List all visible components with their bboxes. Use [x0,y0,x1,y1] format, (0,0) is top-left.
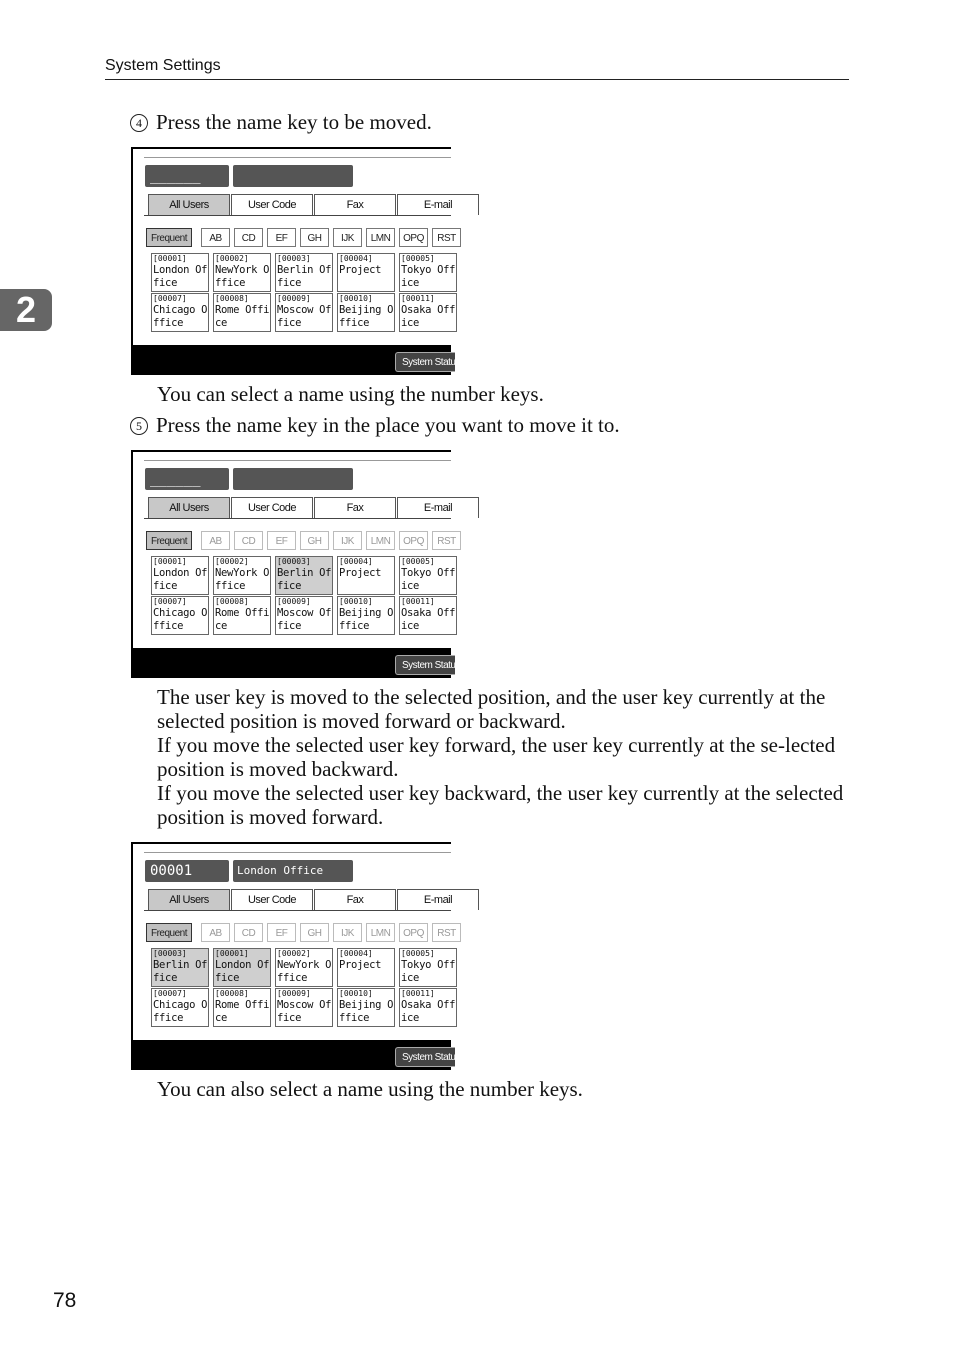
user-name-key[interactable] [275,596,333,635]
index-key-ef[interactable]: EF [267,531,296,550]
user-key-name: Beijing Office [339,999,394,1024]
running-head: System Settings [105,57,221,74]
user-key-number: [00004] [339,557,373,566]
user-name-key[interactable] [151,556,209,595]
user-name-key[interactable] [151,948,209,987]
user-key-name: Moscow Office [277,607,332,632]
user-name-key[interactable] [213,293,271,332]
index-key-ab[interactable]: AB [201,923,230,942]
divider [144,157,451,158]
step-number: 4 [130,114,148,132]
step-number: 5 [130,417,148,435]
user-key-name: Chicago Office [153,607,208,632]
tab-all-users[interactable]: All Users [148,497,230,518]
user-name-field: London Office [233,860,353,882]
chapter-tab: 2 [0,289,52,331]
user-name-key[interactable] [213,556,271,595]
user-name-key[interactable] [275,253,333,292]
user-key-number: [00005] [401,254,435,263]
screen-content [133,452,456,648]
divider [144,518,451,519]
user-key-name: London Office [153,264,208,289]
note-line: The user key is moved to the selected position, and the user key currently at the selected position is moved forward or backward. [157,685,826,733]
user-key-number: [00005] [401,949,435,958]
index-row [146,923,456,943]
note-line: If you move the selected user key forward, the user key currently at the se-lected position is moved backward. [157,733,836,781]
user-key-name: NewYork Office [215,264,270,289]
index-key-gh[interactable]: GH [300,923,329,942]
user-name-key[interactable] [399,988,457,1027]
user-name-key[interactable] [275,556,333,595]
user-name-field [233,165,353,187]
user-name-key[interactable] [151,293,209,332]
user-key-number: [00008] [215,294,249,303]
user-name-key[interactable] [399,948,457,987]
screen-2 [131,450,460,678]
user-key-number: [00010] [339,597,373,606]
tab-user-code[interactable]: User Code [231,194,313,215]
index-key-opq[interactable]: OPQ [399,228,428,247]
user-key-name: Moscow Office [277,304,332,329]
user-key-name: NewYork Office [215,567,270,592]
index-key-gh[interactable]: GH [300,531,329,550]
user-key-name: Osaka Office [401,304,456,329]
index-key-ijk[interactable]: IJK [333,228,362,247]
user-key-number: [00002] [215,557,249,566]
step-5 [130,413,620,438]
index-key-frequent[interactable]: Frequent [146,531,192,550]
user-key-name: Osaka Office [401,607,456,632]
index-key-lmn[interactable]: LMN [366,228,395,247]
user-key-name: Berlin Office [153,959,208,984]
tab-fax[interactable]: Fax [314,889,396,910]
user-key-name: Project [339,567,382,579]
user-key-name: Project [339,264,382,276]
note-number-keys: You can select a name using the number keys. [157,382,544,406]
user-key-name: Beijing Office [339,304,394,329]
tab-all-users[interactable]: All Users [148,889,230,910]
user-name-field [233,468,353,490]
user-key-number: [00010] [339,989,373,998]
tab-e-mail[interactable]: E-mail [397,889,479,910]
user-key-name: Tokyo Office [401,959,456,984]
user-key-name: Chicago Office [153,304,208,329]
index-key-cd[interactable]: CD [234,923,263,942]
user-key-name: NewYork Office [277,959,332,984]
index-key-opq[interactable]: OPQ [399,531,428,550]
user-key-number: [00008] [215,597,249,606]
user-key-number: [00009] [277,597,311,606]
user-key-name: Chicago Office [153,999,208,1024]
user-key-number: [00007] [153,294,187,303]
user-key-number: [00001] [153,254,187,263]
user-name-key[interactable] [399,596,457,635]
index-key-gh[interactable]: GH [300,228,329,247]
user-name-key[interactable] [275,988,333,1027]
user-name-key[interactable] [151,253,209,292]
tab-user-code[interactable]: User Code [231,889,313,910]
tab-fax[interactable]: Fax [314,194,396,215]
index-key-rst[interactable]: RST [432,531,461,550]
user-key-number: [00004] [339,949,373,958]
tab-e-mail[interactable]: E-mail [397,497,479,518]
index-key-opq[interactable]: OPQ [399,923,428,942]
index-key-ijk[interactable]: IJK [333,923,362,942]
tab-all-users[interactable]: All Users [148,194,230,215]
user-name-key[interactable] [337,596,395,635]
index-row [146,531,456,551]
user-key-number: [00003] [277,254,311,263]
index-key-frequent[interactable]: Frequent [146,228,192,247]
note-line: If you move the selected user key backward, the user key currently at the selected position is moved forward. [157,781,844,829]
tab-e-mail[interactable]: E-mail [397,194,479,215]
index-row [146,228,456,248]
system-status-button[interactable]: System Status [395,352,455,372]
user-name-key[interactable] [213,988,271,1027]
user-key-name: Rome Office [215,607,270,632]
index-key-ef[interactable]: EF [267,923,296,942]
index-key-rst[interactable]: RST [432,923,461,942]
user-number-field: 00001 [145,860,229,882]
user-key-number: [00011] [401,597,435,606]
user-key-name: Berlin Office [277,264,332,289]
user-name-key[interactable] [337,253,395,292]
index-key-frequent[interactable]: Frequent [146,923,192,942]
user-key-number: [00009] [277,989,311,998]
user-key-number: [00011] [401,989,435,998]
note-move-result [157,685,849,829]
screen-content [133,844,456,1040]
index-key-lmn[interactable]: LMN [366,531,395,550]
step-text: Press the name key to be moved. [156,110,432,134]
user-key-name: London Office [215,959,270,984]
user-key-number: [00003] [277,557,311,566]
page-number: 78 [53,1289,77,1312]
user-key-number: [00003] [153,949,187,958]
divider [144,215,451,216]
user-number-field: ______ [145,165,229,187]
user-key-name: Project [339,959,382,971]
user-key-name: Berlin Office [277,567,332,592]
tab-user-code[interactable]: User Code [231,497,313,518]
user-name-key[interactable] [337,988,395,1027]
user-key-name: Moscow Office [277,999,332,1024]
divider [144,460,451,461]
user-name-key[interactable] [337,293,395,332]
index-key-cd[interactable]: CD [234,531,263,550]
index-key-rst[interactable]: RST [432,228,461,247]
user-key-name: Tokyo Office [401,567,456,592]
user-key-name: Rome Office [215,304,270,329]
user-key-number: [00011] [401,294,435,303]
user-key-name: Beijing Office [339,607,394,632]
tab-fax[interactable]: Fax [314,497,396,518]
user-name-key[interactable] [213,948,271,987]
index-key-lmn[interactable]: LMN [366,923,395,942]
step-4 [130,110,432,135]
divider [144,852,451,853]
note-final: You can also select a name using the number keys. [157,1077,583,1101]
user-number-field: ______ [145,468,229,490]
user-key-number: [00002] [277,949,311,958]
user-key-number: [00002] [215,254,249,263]
user-name-key[interactable] [213,596,271,635]
index-key-ab[interactable]: AB [201,531,230,550]
user-key-number: [00004] [339,254,373,263]
index-key-ijk[interactable]: IJK [333,531,362,550]
user-key-number: [00009] [277,294,311,303]
step-text: Press the name key in the place you want to move it to. [156,413,620,437]
user-key-number: [00001] [215,949,249,958]
user-name-key[interactable] [399,293,457,332]
user-name-key[interactable] [213,253,271,292]
screen-content [133,149,456,345]
user-key-number: [00010] [339,294,373,303]
user-key-name: London Office [153,567,208,592]
system-status-button[interactable]: System Status [395,1047,455,1067]
user-name-key[interactable] [151,988,209,1027]
user-name-key[interactable] [337,948,395,987]
header-rule [105,79,849,80]
user-name-key[interactable] [151,596,209,635]
user-key-number: [00008] [215,989,249,998]
user-key-number: [00007] [153,597,187,606]
divider [144,910,451,911]
user-key-number: [00007] [153,989,187,998]
user-name-key[interactable] [337,556,395,595]
system-status-button[interactable]: System Status [395,655,455,675]
screen-1 [131,147,460,375]
user-name-key[interactable] [399,556,457,595]
user-name-key[interactable] [275,293,333,332]
user-key-number: [00005] [401,557,435,566]
index-key-ab[interactable]: AB [201,228,230,247]
user-name-key[interactable] [275,948,333,987]
user-key-name: Tokyo Office [401,264,456,289]
screen-3 [131,842,460,1070]
user-name-key[interactable] [399,253,457,292]
index-key-cd[interactable]: CD [234,228,263,247]
user-key-name: Rome Office [215,999,270,1024]
index-key-ef[interactable]: EF [267,228,296,247]
user-key-name: Osaka Office [401,999,456,1024]
user-key-number: [00001] [153,557,187,566]
